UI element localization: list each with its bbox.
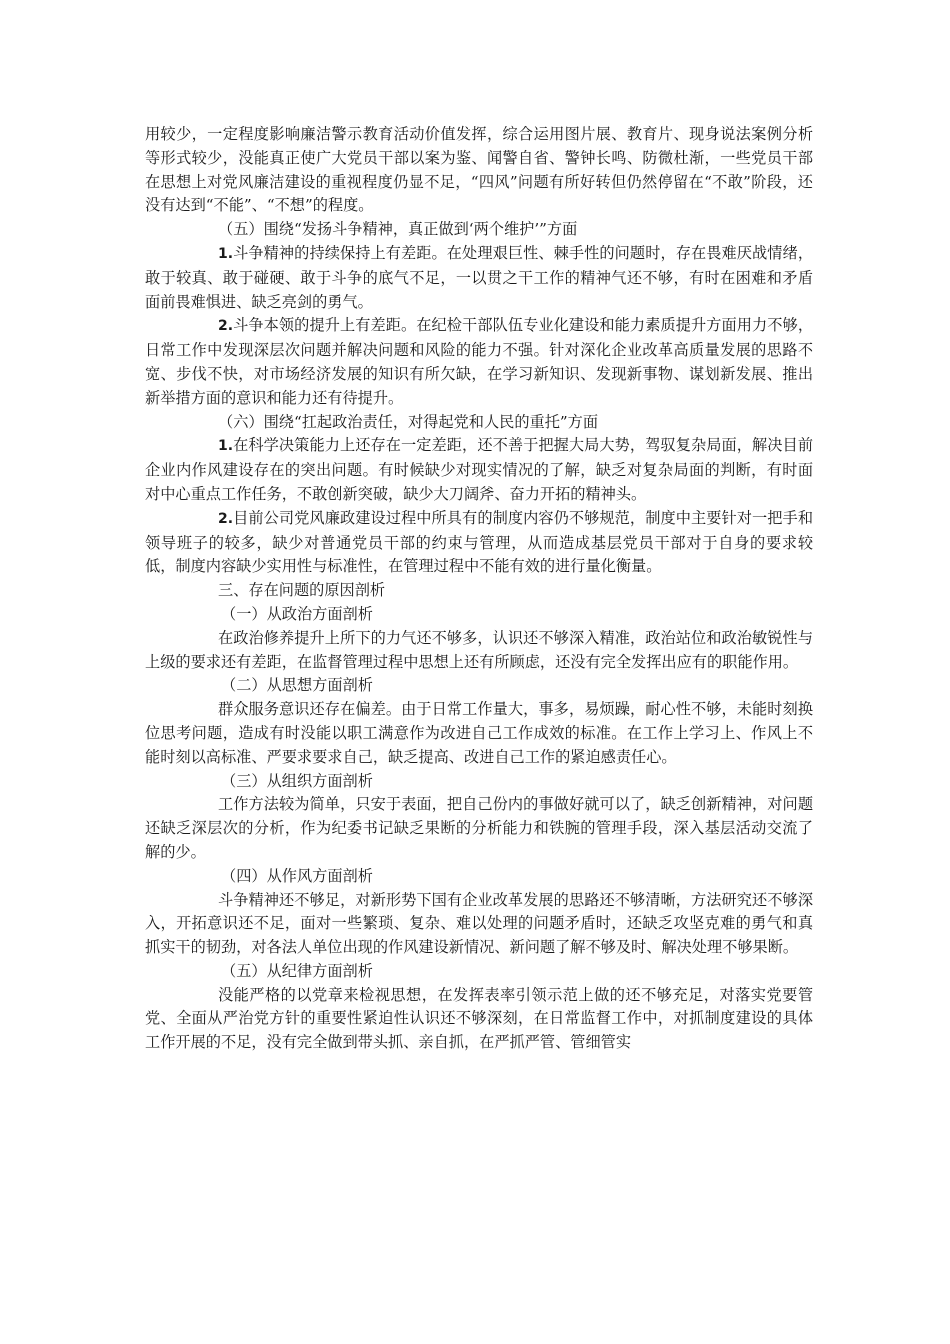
item-text: 斗争本领的提升上有差距。在纪检干部队伍专业化建设和能力素质提升方面用力不够，日常工作中发现深层次问题并解决问题和风险的能力不强。针对深化企业改革高质量发展的思路不宽、步伐不快，对市场经济发展的知识有所欠缺，在学习新知识、发现新事物、谋划新发展、推出新举措方面的意识和能力还有待提升。 [145, 316, 813, 407]
item-text: 目前公司党风廉政建设过程中所具有的制度内容仍不够规范，制度中主要针对一把手和领导班子的较多，缺少对普通党员干部的约束与管理，从而造成基层党员干部对于自身的要求较低，制度内容缺少实用性与标准性，在管理过程中不能有效的进行量化衡量。 [145, 508, 813, 576]
analysis-1-body: 在政治修养提升上所下的力气还不够多，认识还不够深入精准，政治站位和政治敏锐性与上级的要求还有差距，在监督管理过程中思想上还有所顾虑，还没有完全发挥出应有的职能作用。 [145, 628, 813, 671]
section-5-heading: （五）围绕“发扬斗争精神，真正做到‘两个维护’”方面 [218, 220, 578, 239]
item-text: 在科学决策能力上还存在一定差距，还不善于把握大局大势，驾驭复杂局面，解决目前企业内作风建设存在的突出问题。有时候缺少对现实情况的了解，缺乏对复杂局面的判断，有时面对中心重点工作任务，不敢创新突破，缺少大刀阔斧、奋力开拓的精神头。 [145, 436, 813, 503]
item-number: 2. [218, 510, 234, 527]
section-5-item-2 [145, 314, 813, 410]
section-6-item-2 [145, 507, 813, 579]
item-number: 1. [218, 438, 234, 455]
analysis-5-heading: （五）从纪律方面剖析 [221, 961, 373, 980]
analysis-4-heading: （四）从作风方面剖析 [221, 866, 373, 885]
item-number: 2. [218, 318, 234, 335]
analysis-3-heading: （三）从组织方面剖析 [221, 771, 373, 790]
section-6-item-1 [145, 434, 813, 506]
analysis-5-body: 没能严格的以党章来检视思想，在发挥表率引领示范上做的还不够充足，对落实党要管党、全面从严治党方针的重要性紧迫性认识还不够深刻，在日常监督工作中，对抓制度建设的具体工作开展的不足，没有完全做到带头抓、亲自抓，在严抓严管、管细管实 [145, 985, 813, 1052]
analysis-2-body: 群众服务意识还存在偏差。由于日常工作量大，事多，易烦躁，耐心性不够，未能时刻换位思考问题，造成有时没能以职工满意作为改进自己工作成效的标准。在工作上学习上、作风上不能时刻以高标准、严要求要求自己，缺乏提高、改进自己工作的紧迫感责任心。 [145, 700, 813, 766]
paragraph-intro: 用较少，一定程度影响廉洁警示教育活动价值发挥，综合运用图片展、教育片、现身说法案例分析等形式较少，没能真正使广大党员干部以案为鉴、闻警自省、警钟长鸣、防微杜渐，一些党员干部在思想上对党风廉洁建设的重视程度仍显不足，“四风”问题有所好转但仍然停留在“不敢”阶段，还没有达到“不能”、“不想”的程度。 [145, 125, 813, 215]
item-text: 斗争精神的持续保持上有差距。在处理艰巨性、棘手性的问题时，存在畏难厌战情绪，敢于较真、敢于碰硬、敢于斗争的底气不足，一以贯之干工作的精神气还不够，有时在困难和矛盾面前畏难惧进、缺乏亮剑的勇气。 [145, 243, 813, 311]
analysis-4-body: 斗争精神还不够足，对新形势下国有企业改革发展的思路还不够清晰，方法研究还不够深入，开拓意识还不足，面对一些繁琐、复杂、难以处理的问题矛盾时，还缺乏攻坚克难的勇气和真抓实干的韧劲，对各法人单位出现的作风建设新情况、新问题了解不够及时、解决处理不够果断。 [145, 890, 813, 957]
part-3-heading: 三、存在问题的原因剖析 [218, 581, 386, 600]
analysis-2-heading: （二）从思想方面剖析 [221, 676, 373, 695]
analysis-3-body: 工作方法较为简单，只安于表面，把自己份内的事做好就可以了，缺乏创新精神，对问题还缺乏深层次的分析，作为纪委书记缺乏果断的分析能力和铁腕的管理手段，深入基层活动交流了解的少。 [145, 795, 813, 861]
section-5-item-1 [145, 242, 813, 314]
item-number: 1. [218, 245, 234, 262]
analysis-1-heading: （一）从政治方面剖析 [221, 604, 373, 623]
document-page [145, 123, 813, 1055]
section-6-heading: （六）围绕“扛起政治责任，对得起党和人民的重托”方面 [218, 412, 599, 431]
